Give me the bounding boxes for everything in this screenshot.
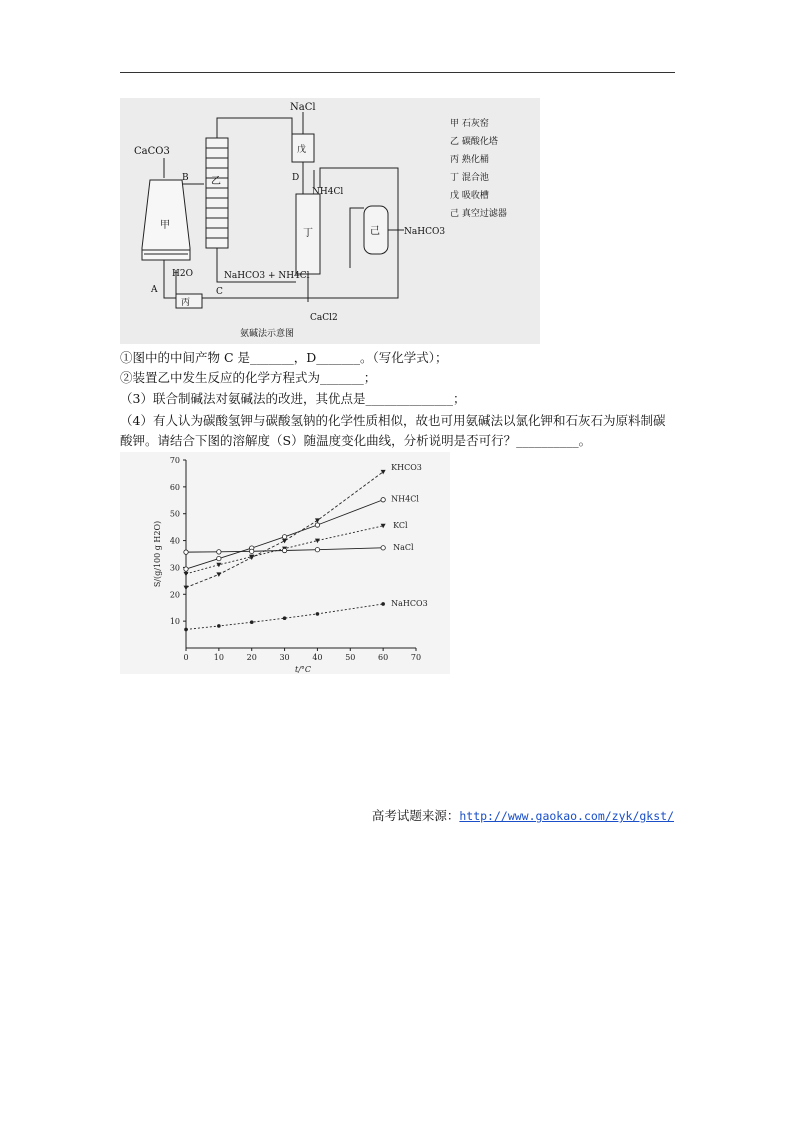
y-tick-label: 10 xyxy=(169,617,180,627)
question-2: ②装置乙中发生反应的化学方程式为_______； xyxy=(120,370,377,385)
x-tick-label: 70 xyxy=(410,653,422,662)
y-tick-label: 60 xyxy=(169,482,180,492)
label-nacl: NaCl xyxy=(290,102,316,113)
data-point xyxy=(184,572,189,577)
label-wu: 戊 xyxy=(297,145,307,155)
y-tick-label: 50 xyxy=(169,509,180,519)
solubility-chart-svg xyxy=(120,452,450,674)
label-A: A xyxy=(151,285,158,295)
data-point xyxy=(184,628,188,632)
legend-item: 甲 石灰窑 xyxy=(450,119,489,129)
data-point xyxy=(184,586,189,591)
y-tick-label: 30 xyxy=(169,563,180,573)
series-label: KHCO3 xyxy=(391,462,422,472)
data-point xyxy=(216,572,221,577)
label-ji: 己 xyxy=(370,226,380,237)
label-h2o: H2O xyxy=(172,269,193,279)
data-point xyxy=(217,624,221,628)
x-axis-label: t/°C xyxy=(295,665,312,674)
data-point xyxy=(381,546,385,550)
data-point xyxy=(315,518,320,523)
series-line xyxy=(186,472,383,588)
label-jia: 甲 xyxy=(160,220,170,231)
label-yi: 乙 xyxy=(211,176,221,187)
solubility-chart xyxy=(120,452,450,674)
legend-item: 己 真空过滤器 xyxy=(450,209,507,219)
label-nahco3-nh4cl: NaHCO3 + NH4Cl xyxy=(224,271,310,281)
data-point xyxy=(184,567,188,571)
label-C: C xyxy=(216,287,223,297)
data-point xyxy=(315,523,319,527)
x-tick-label: 0 xyxy=(183,653,189,662)
diagram-caption: 氨碱法示意图 xyxy=(240,329,295,339)
x-tick-label: 10 xyxy=(213,653,224,662)
legend-item: 丙 熟化桶 xyxy=(450,155,489,165)
label-ding: 丁 xyxy=(303,228,313,239)
label-nh4cl: NH4Cl xyxy=(312,187,344,197)
data-point xyxy=(217,550,221,554)
label-caco3: CaCO3 xyxy=(134,146,170,157)
data-point xyxy=(381,498,385,502)
legend-item: 乙 碳酸化塔 xyxy=(450,137,498,147)
question-4: （4）有人认为碳酸氢钾与碳酸氢钠的化学性质相似，故也可用氨碱法以氯化钾和石灰石为原料制碳酸钾。请结合下图的溶解度（S）随温度变化曲线，分析说明是否可行？__________。 xyxy=(120,413,666,448)
data-point xyxy=(184,550,188,554)
x-tick-label: 20 xyxy=(246,653,257,662)
process-diagram-svg xyxy=(120,98,540,344)
y-tick-label: 70 xyxy=(169,456,180,465)
label-bing: 丙 xyxy=(181,298,191,308)
data-point xyxy=(316,612,320,616)
question-3: （3）联合制碱法对氨碱法的改进，其优点是______________； xyxy=(120,391,466,406)
header-rule xyxy=(120,72,675,73)
series-label: NH4Cl xyxy=(391,494,419,504)
label-cacl2: CaCl2 xyxy=(310,313,338,323)
data-point xyxy=(250,549,254,553)
footer-label: 高考试题来源： xyxy=(371,808,460,823)
data-point xyxy=(217,556,221,560)
question-1: ①图中的中间产物 C 是_______，D_______。（写化学式）； xyxy=(120,350,448,365)
data-point xyxy=(282,548,286,552)
label-B: B xyxy=(182,173,189,183)
x-tick-label: 60 xyxy=(378,653,389,662)
source-footer xyxy=(372,806,674,824)
legend-item: 戊 吸收槽 xyxy=(450,191,489,201)
data-point xyxy=(315,548,319,552)
footer-link[interactable]: http://www.gaokao.com/zyk/gkst/ xyxy=(459,809,674,823)
series-label: NaHCO3 xyxy=(391,598,428,608)
label-nahco3-out: NaHCO3 xyxy=(404,227,446,237)
carbonation-tower xyxy=(206,138,228,248)
x-tick-label: 40 xyxy=(312,653,323,662)
x-tick-label: 30 xyxy=(279,653,290,662)
ammonia-soda-process-diagram xyxy=(120,98,540,344)
y-tick-label: 20 xyxy=(169,590,180,600)
data-point xyxy=(381,602,385,606)
data-point xyxy=(282,535,286,539)
data-point xyxy=(250,620,254,624)
label-D: D xyxy=(292,173,300,183)
legend-item: 丁 混合池 xyxy=(450,173,489,183)
series-label: NaCl xyxy=(393,542,414,552)
data-point xyxy=(283,616,287,620)
data-point xyxy=(282,539,287,544)
y-axis-label: S/(g/100 g H2O) xyxy=(153,520,162,588)
series-label: KCl xyxy=(393,520,408,530)
x-tick-label: 50 xyxy=(345,653,356,662)
y-tick-label: 40 xyxy=(169,536,180,546)
